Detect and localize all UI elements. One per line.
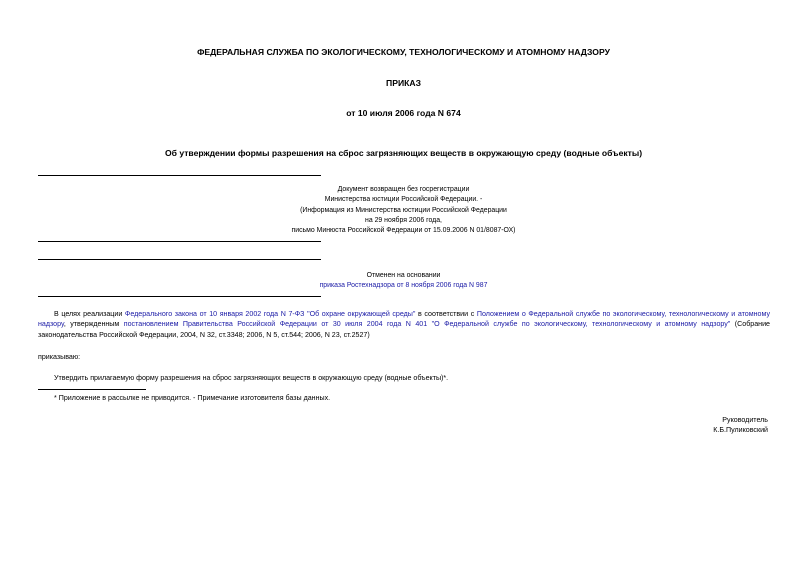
regulation-link[interactable]: Положением о Федеральной службе по экологическому, технологическому и атомному надзору bbox=[38, 310, 770, 329]
order-word: приказываю: bbox=[38, 353, 81, 361]
cancel-note-text: Отменен на основании bbox=[366, 272, 441, 279]
registration-line: Министерства юстиции Российской Федерации. - bbox=[324, 196, 483, 204]
page-title: Об утверждении формы разрешения на сброс загрязняющих веществ в окружающую среду (водные объекты) bbox=[164, 148, 643, 158]
document-date-number: от 10 июля 2006 года N 674 bbox=[346, 108, 461, 118]
divider bbox=[38, 259, 321, 260]
cancel-note bbox=[0, 271, 807, 292]
footnote-divider bbox=[38, 389, 146, 390]
registration-line: (Информация из Министерства юстиции Российской Федерации bbox=[300, 206, 507, 214]
government-decree-link[interactable]: постановлением Правительства Российской Федерации от 30 июля 2004 года N 401 "О Федеральной службе по экологическому, технологическому и атомному надзору" bbox=[123, 320, 731, 329]
agency-name: ФЕДЕРАЛЬНАЯ СЛУЖБА ПО ЭКОЛОГИЧЕСКОМУ, ТЕХНОЛОГИЧЕСКОМУ И АТОМНОМУ НАДЗОРУ bbox=[197, 47, 610, 57]
divider bbox=[38, 241, 321, 242]
preamble-text: (Собрание законодательства Российской Федерации, 2004, N 32, ст.3348; 2006, N 5, ст.544; 2006, N 23, ст.2527) bbox=[38, 320, 770, 339]
signature-block bbox=[500, 415, 768, 436]
registration-note bbox=[0, 185, 807, 236]
registration-line: Документ возвращен без госрегистрации bbox=[337, 186, 470, 193]
footnote: * Приложение в рассылке не приводится. - Примечание изготовителя базы данных. bbox=[54, 394, 331, 402]
cancel-order-link[interactable]: приказа Ростехнадзора от 8 ноября 2006 года N 987 bbox=[319, 282, 488, 290]
preamble-paragraph bbox=[38, 309, 770, 340]
preamble-text: В целях реализации bbox=[54, 310, 125, 318]
preamble-text: в соответствии с bbox=[415, 310, 477, 318]
document-type: ПРИКАЗ bbox=[386, 78, 421, 88]
registration-line: письмо Минюста Российской Федерации от 15.09.2006 N 01/8087-ОХ) bbox=[291, 227, 516, 235]
divider bbox=[38, 175, 321, 176]
signature-name: К.Б.Пуликовский bbox=[713, 426, 768, 435]
signature-role: Руководитель bbox=[722, 416, 768, 424]
federal-law-link[interactable]: Федерального закона от 10 января 2002 года N 7-ФЗ "Об охране окружающей среды" bbox=[124, 310, 416, 318]
divider bbox=[38, 296, 321, 297]
preamble-text: , утвержденным bbox=[63, 320, 124, 329]
approve-text: Утвердить прилагаемую форму разрешения на сброс загрязняющих веществ в окружающую среду (водные объекты)*. bbox=[54, 374, 449, 382]
registration-line: на 29 ноября 2006 года, bbox=[365, 216, 442, 224]
